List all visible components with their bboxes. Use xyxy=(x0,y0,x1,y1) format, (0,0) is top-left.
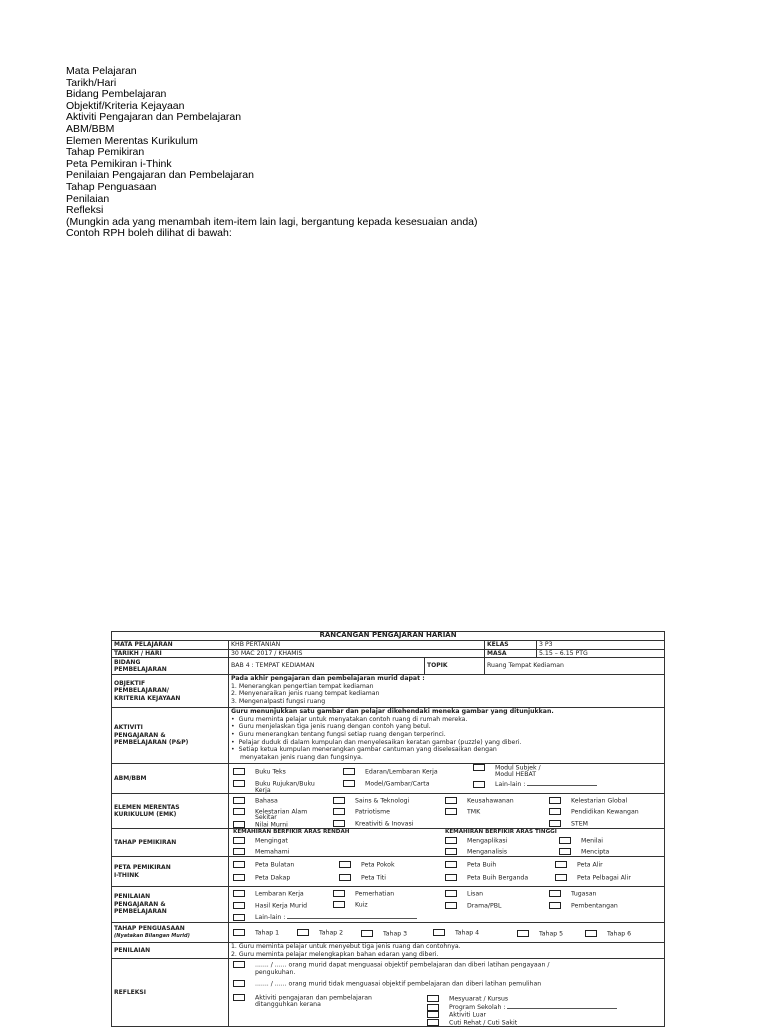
reason-label: Mesyuarat / Kursus xyxy=(449,995,509,1003)
option-label: Tahap 1 xyxy=(255,929,280,937)
checkbox[interactable] xyxy=(233,961,245,968)
checkbox[interactable] xyxy=(445,874,457,881)
checkbox[interactable] xyxy=(555,861,567,868)
label-line: ELEMEN MERENTAS xyxy=(114,803,180,811)
checkbox[interactable] xyxy=(445,797,457,804)
checkbox[interactable] xyxy=(555,874,567,881)
option-label: Keusahawanan xyxy=(467,797,514,805)
label-line: PETA PEMIKIRAN xyxy=(114,864,171,872)
option-label: Kelestarian Global xyxy=(571,797,628,805)
aktiviti-item: • Guru meminta pelajar untuk menyatakan contoh ruang di rumah mereka. xyxy=(231,716,662,724)
label-bidang xyxy=(112,658,229,675)
label-penilaian: PENILAIAN xyxy=(112,943,229,959)
refleksi-line: ditangguhkan kerana xyxy=(255,1001,321,1009)
value-kelas: 3 P3 xyxy=(537,641,665,650)
checkbox[interactable] xyxy=(427,1019,439,1026)
fill-line[interactable] xyxy=(287,913,417,919)
intro-line: ABM/BBM xyxy=(66,122,115,135)
option-label: Peta Buih xyxy=(467,861,497,869)
checkbox[interactable] xyxy=(297,929,309,936)
option-label: Lain-lain : xyxy=(255,914,286,922)
option-label: Modul HEBAT xyxy=(495,771,536,779)
reason-label: Cuti Rehat / Cuti Sakit xyxy=(449,1019,518,1027)
checkbox[interactable] xyxy=(233,848,245,855)
option-label: STEM xyxy=(571,820,588,828)
reason-label: Program Sekolah : xyxy=(449,1004,506,1012)
label-line: TAHAP PENGUASAAN xyxy=(114,925,185,933)
option-label: Pemerhatian xyxy=(355,890,395,898)
label-aktiviti xyxy=(112,708,229,764)
ithink-options xyxy=(229,857,665,887)
option-label: Pembentangan xyxy=(571,902,618,910)
option-label: Sekitar xyxy=(255,814,277,822)
label-refleksi: REFLEKSI xyxy=(112,959,229,1027)
label-pemikiran: TAHAP PEMIKIRAN xyxy=(112,829,229,857)
option-label: Peta Buih Berganda xyxy=(467,874,529,882)
checkbox[interactable] xyxy=(233,874,245,881)
checkbox[interactable] xyxy=(445,902,457,909)
checkbox[interactable] xyxy=(427,995,439,1002)
option-label: Kuiz xyxy=(355,901,368,909)
label-line: I-THINK xyxy=(114,871,139,879)
refleksi-line: ....... / ...... orang murid tidak menguasai objektif pembelajaran dan diberi latihan pemulihan xyxy=(255,980,542,988)
checkbox[interactable] xyxy=(427,1004,439,1011)
label-line: PENGAJARAN & xyxy=(114,731,166,739)
checkbox[interactable] xyxy=(559,848,571,855)
aktiviti-item: • Guru menjelaskan tiga jenis ruang dengan contoh yang betul. xyxy=(231,723,662,731)
checkbox[interactable] xyxy=(445,837,457,844)
objektif-item: 3. Mengenalpasti fungsi ruang xyxy=(231,697,326,705)
option-label: Menilai xyxy=(581,837,604,845)
intro-line: Tahap Pemikiran xyxy=(66,146,145,159)
checkbox[interactable] xyxy=(559,837,571,844)
intro-line: Penilaian xyxy=(66,192,110,205)
intro-line: Elemen Merentas Kurikulum xyxy=(66,134,198,147)
label-penilaian-pp xyxy=(112,887,229,923)
intro-text xyxy=(66,66,478,240)
label-line: PEMBELAJARAN xyxy=(114,908,167,916)
option-label: Peta Titi xyxy=(361,874,386,882)
label-masa: MASA xyxy=(485,649,537,658)
checkbox[interactable] xyxy=(233,929,245,936)
aktiviti-item: • Guru menerangkan tentang fungsi setiap ruang dengan terperinci. xyxy=(231,731,662,739)
refleksi-options xyxy=(229,959,665,1027)
option-label: Tahap 5 xyxy=(539,930,564,938)
aktiviti-continuation: menyatakan jenis ruang dan fungsinya. xyxy=(240,753,363,761)
checkbox[interactable] xyxy=(233,914,245,921)
checkbox[interactable] xyxy=(473,781,485,788)
checkbox[interactable] xyxy=(549,902,561,909)
checkbox[interactable] xyxy=(473,764,485,771)
option-label: Buku Teks xyxy=(255,768,286,776)
checkbox[interactable] xyxy=(333,890,345,897)
option-label: Hasil Kerja Murid xyxy=(255,902,308,910)
option-label: Kreativiti & Inovasi xyxy=(355,820,414,828)
label-tarikh: TARIKH / HARI xyxy=(112,649,229,658)
checkbox[interactable] xyxy=(233,797,245,804)
label-topik: TOPIK xyxy=(425,658,485,675)
checkbox[interactable] xyxy=(333,797,345,804)
aktiviti-item: • Setiap ketua kumpulan menerangkan gambar cantuman yang diselesaikan dengan xyxy=(231,746,662,754)
checkbox[interactable] xyxy=(549,808,561,815)
option-label: Mengaplikasi xyxy=(467,837,508,845)
checkbox[interactable] xyxy=(333,808,345,815)
label-line: OBJEKTIF xyxy=(114,679,146,687)
option-label: Tahap 3 xyxy=(383,930,408,938)
option-label: Mencipta xyxy=(581,848,610,856)
value-penilaian xyxy=(229,943,665,959)
intro-line: Refleksi xyxy=(66,204,104,217)
option-label: Kerja xyxy=(255,787,271,795)
option-label: Peta Alir xyxy=(577,861,603,869)
option-label: Memahami xyxy=(255,848,290,856)
heading-tinggi: KEMAHIRAN BERFIKIR ARAS TINGGI xyxy=(445,829,557,836)
checkbox[interactable] xyxy=(343,768,355,775)
intro-line: Peta Pemikiran i-Think xyxy=(66,157,172,170)
checkbox[interactable] xyxy=(333,901,345,908)
refleksi-line: pengukuhan. xyxy=(255,969,296,977)
intro-line: Penilaian Pengajaran dan Pembelajaran xyxy=(66,169,254,182)
label-line: PEMBELAJARAN (P&P) xyxy=(114,739,189,747)
pemikiran-options xyxy=(229,829,665,857)
option-label: Lembaran Kerja xyxy=(255,890,304,898)
fill-line[interactable] xyxy=(527,780,597,786)
option-label: Lain-lain : xyxy=(495,781,526,789)
intro-line: Contoh RPH boleh dilihat di bawah: xyxy=(66,227,232,240)
checkbox[interactable] xyxy=(339,874,351,881)
option-label: Edaran/Lembaran Kerja xyxy=(365,768,438,776)
intro-line: (Mungkin ada yang menambah item-item lain lagi, bergantung kepada kesesuaian anda) xyxy=(66,215,478,228)
checkbox[interactable] xyxy=(233,821,245,828)
reason-label: Aktiviti Luar xyxy=(449,1011,487,1019)
value-bidang: BAB 4 : TEMPAT KEDIAMAN xyxy=(229,658,425,675)
label-emk xyxy=(112,794,229,829)
option-label: Nilai Murni xyxy=(255,821,288,829)
checkbox[interactable] xyxy=(233,890,245,897)
label-line: BIDANG xyxy=(114,658,141,666)
option-label: Sains & Teknologi xyxy=(355,797,410,805)
option-label: Modul Subjek / xyxy=(495,764,541,772)
penilaian-pp-options xyxy=(229,887,665,923)
label-ithink xyxy=(112,857,229,887)
label-line: PEMBELAJARAN/ xyxy=(114,687,169,695)
checkbox[interactable] xyxy=(233,808,245,815)
penilaian-item: 1. Guru meminta pelajar untuk menyebut tiga jenis ruang dan contohnya. xyxy=(231,943,461,951)
checkbox[interactable] xyxy=(233,902,245,909)
checkbox[interactable] xyxy=(343,780,355,787)
refleksi-line: Aktiviti pengajaran dan pembelajaran xyxy=(255,994,372,1002)
value-aktiviti xyxy=(229,708,665,764)
label-line: KURIKULUM (EMK) xyxy=(114,811,177,819)
checkbox[interactable] xyxy=(445,808,457,815)
label-line: PENGAJARAN & xyxy=(114,900,166,908)
rph-title: RANCANGAN PENGAJARAN HARIAN xyxy=(112,632,665,641)
checkbox[interactable] xyxy=(233,837,245,844)
checkbox[interactable] xyxy=(445,848,457,855)
label-kelas: KELAS xyxy=(485,641,537,650)
aktiviti-item: • Pelajar duduk di dalam kumpulan dan menyelesaikan keratan gambar (puzzle) yang diberi. xyxy=(231,739,662,747)
checkbox[interactable] xyxy=(427,1011,439,1018)
checkbox[interactable] xyxy=(549,797,561,804)
label-objektif xyxy=(112,675,229,708)
intro-line: Mata Pelajaran xyxy=(66,65,137,77)
option-label: Menganalisis xyxy=(467,848,508,856)
checkbox[interactable] xyxy=(233,994,245,1001)
checkbox[interactable] xyxy=(585,930,597,937)
option-label: Pendidikan Kewangan xyxy=(571,808,639,816)
option-label: Model/Gambar/Carta xyxy=(365,780,430,788)
checkbox[interactable] xyxy=(233,861,245,868)
label-abm: ABM/BBM xyxy=(112,764,229,794)
option-label: Buku Rujukan/Buku xyxy=(255,780,315,788)
option-label: Peta Dakap xyxy=(255,874,291,882)
intro-line: Aktiviti Pengajaran dan Pembelajaran xyxy=(66,111,242,124)
objektif-item: 2. Menyenaraikan jenis ruang tempat kediaman xyxy=(231,690,380,698)
option-label: TMK xyxy=(467,808,481,816)
label-sub: (Nyatakan Bilangan Murid) xyxy=(114,932,190,939)
checkbox[interactable] xyxy=(361,930,373,937)
checkbox[interactable] xyxy=(517,930,529,937)
intro-line: Tarikh/Hari xyxy=(66,76,117,89)
option-label: Tahap 4 xyxy=(455,929,480,937)
label-line: KRITERIA KEJAYAAN xyxy=(114,694,181,702)
label-line: PEMBELAJARAN xyxy=(114,666,167,674)
intro-line: Tahap Penguasaan xyxy=(66,180,157,193)
objektif-intro: Pada akhir pengajaran dan pembelajaran murid dapat : xyxy=(231,675,425,683)
objektif-item: 1. Menerangkan pengertian tempat kediaman xyxy=(231,682,374,690)
penguasaan-options xyxy=(229,923,665,943)
penilaian-item: 2. Guru meminta pelajar melengkapkan bahan edaran yang diberi. xyxy=(231,950,439,958)
checkbox[interactable] xyxy=(549,890,561,897)
label-line: PENILAIAN xyxy=(114,893,151,901)
fill-line[interactable] xyxy=(507,1003,617,1009)
checkbox[interactable] xyxy=(549,820,561,827)
option-label: Mengingat xyxy=(255,837,288,845)
value-objektif xyxy=(229,675,665,708)
emk-options xyxy=(229,794,665,829)
checkbox[interactable] xyxy=(233,980,245,987)
heading-rendah: KEMAHIRAN BERFIKIR ARAS RENDAH xyxy=(233,829,350,836)
value-topik: Ruang Tempat Kediaman xyxy=(485,658,665,675)
label-mata-pelajaran: MATA PELAJARAN xyxy=(112,641,229,650)
option-label: Tahap 6 xyxy=(607,930,632,938)
checkbox[interactable] xyxy=(445,890,457,897)
option-label: Lisan xyxy=(467,890,484,898)
label-penguasaan xyxy=(112,923,229,943)
option-label: Kelestarian Alam xyxy=(255,808,308,816)
option-label: Patriotisme xyxy=(355,808,390,816)
checkbox[interactable] xyxy=(445,861,457,868)
value-masa: 5.15 – 6.15 PTG xyxy=(537,649,665,658)
option-label: Tahap 2 xyxy=(319,929,344,937)
value-tarikh: 30 MAC 2017 / KHAMIS xyxy=(229,649,485,658)
rph-form-table xyxy=(111,631,665,1027)
option-label: Peta Pelbagai Alir xyxy=(577,874,631,882)
option-label: Tugasan xyxy=(571,890,597,898)
label-line: AKTIVITI xyxy=(114,724,143,732)
checkbox[interactable] xyxy=(333,820,345,827)
aktiviti-intro: Guru menunjukkan satu gambar dan pelajar dikehendaki meneka gambar yang ditunjukkan. xyxy=(231,708,554,716)
abm-options xyxy=(229,764,665,794)
option-label: Peta Bulatan xyxy=(255,861,295,869)
option-label: Drama/PBL xyxy=(467,902,502,910)
refleksi-line: ....... / ...... orang murid dapat menguasai objektif pembelajaran dan diberi latihan pengayaan / xyxy=(255,961,550,969)
checkbox[interactable] xyxy=(339,861,351,868)
value-mata-pelajaran: KHB PERTANIAN xyxy=(229,641,485,650)
checkbox[interactable] xyxy=(433,929,445,936)
intro-line: Bidang Pembelajaran xyxy=(66,88,167,101)
intro-line: Objektif/Kriteria Kejayaan xyxy=(66,99,185,112)
option-label: Peta Pokok xyxy=(361,861,395,869)
checkbox[interactable] xyxy=(233,768,245,775)
option-label: Bahasa xyxy=(255,797,278,805)
checkbox[interactable] xyxy=(233,780,245,787)
